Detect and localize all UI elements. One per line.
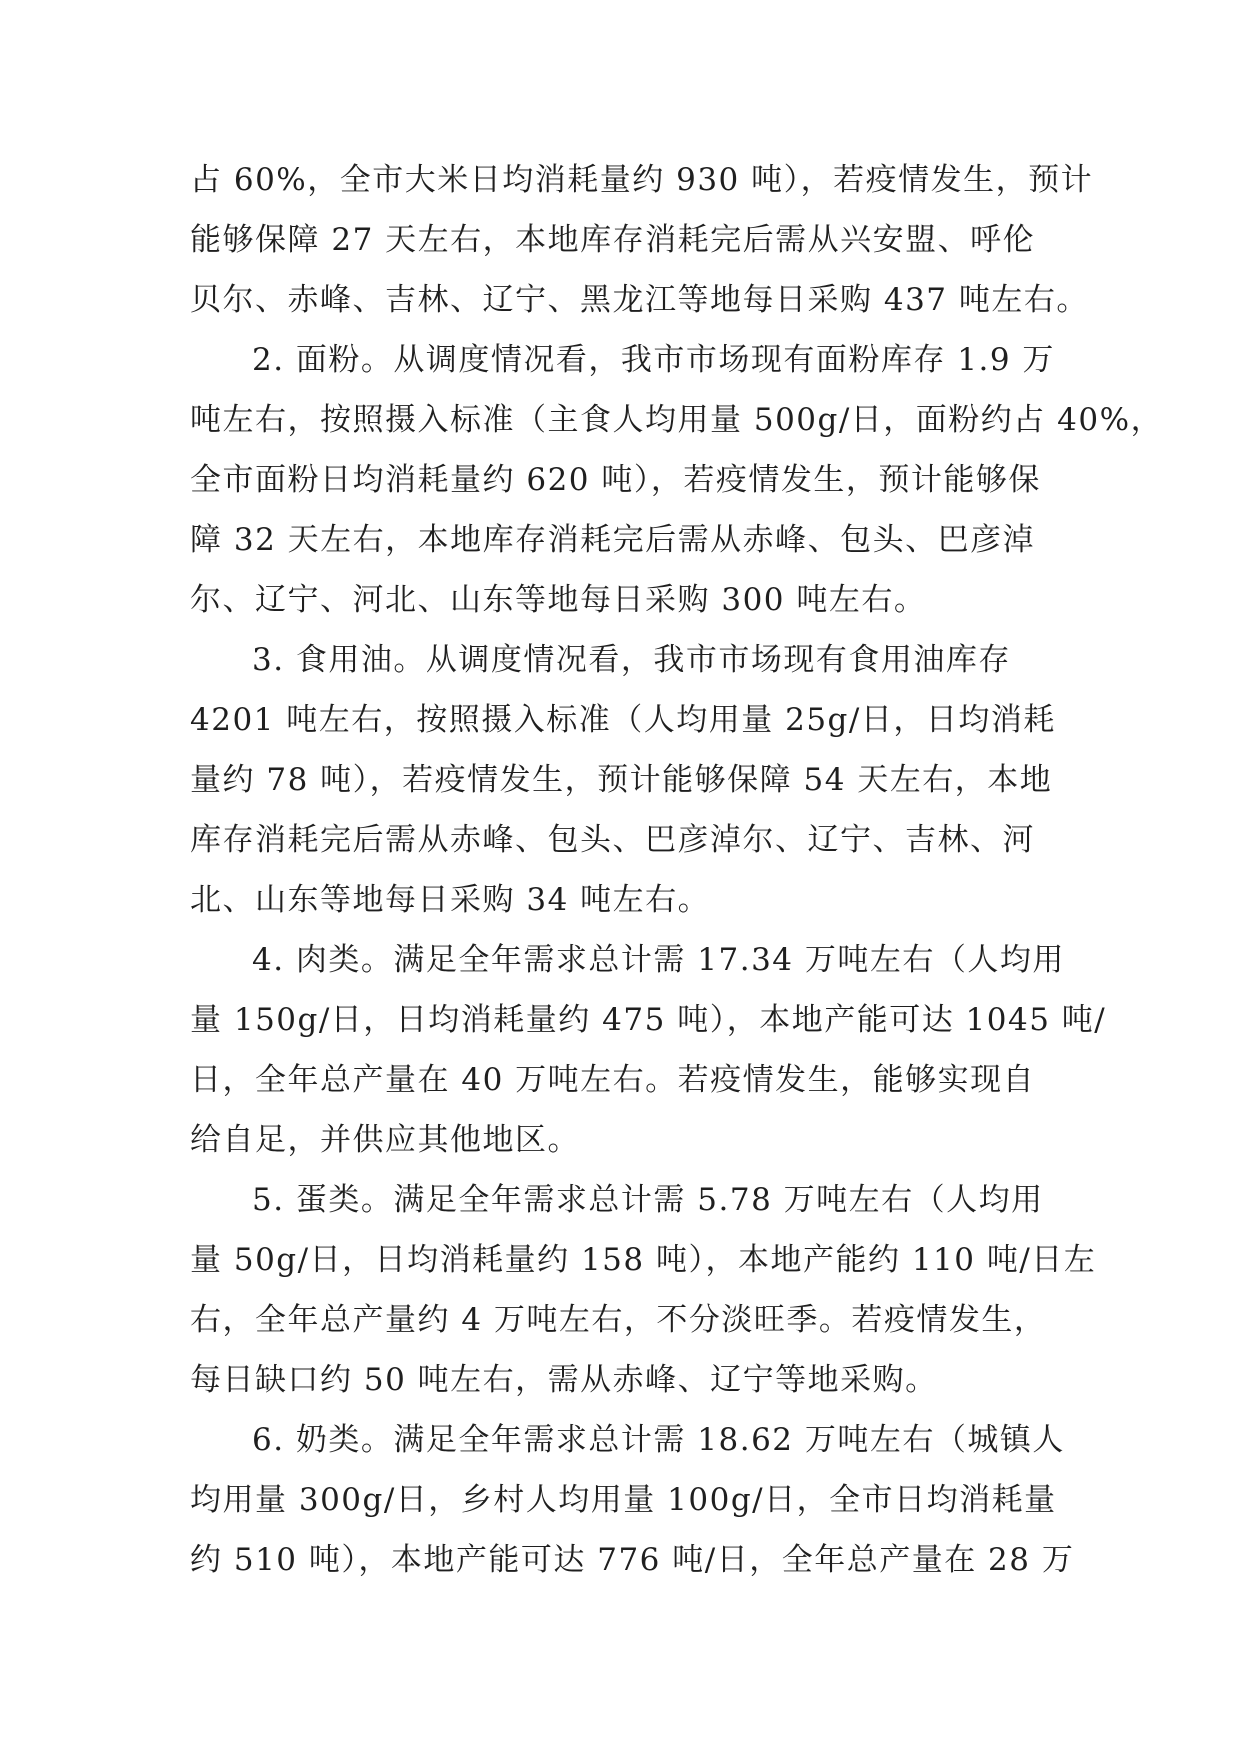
- text-line: 能够保障 27 天左右，本地库存消耗完后需从兴安盟、呼伦: [190, 222, 1036, 258]
- text-line: 全市面粉日均消耗量约 620 吨），若疫情发生，预计能够保: [190, 462, 1041, 498]
- body-text: [190, 150, 1164, 1590]
- text-line: 占 60%，全市大米日均消耗量约 930 吨），若疫情发生，预计: [190, 162, 1094, 198]
- text-line: 约 510 吨），本地产能可达 776 吨/日，全年总产量在 28 万: [190, 1542, 1075, 1578]
- text-line: 吨左右，按照摄入标准（主食人均用量 500g/日，面粉约占 40%，: [190, 402, 1164, 438]
- text-line: 量约 78 吨），若疫情发生，预计能够保障 54 天左右，本地: [190, 762, 1053, 798]
- text-line: 尔、辽宁、河北、山东等地每日采购 300 吨左右。: [190, 582, 927, 618]
- text-line: 均用量 300g/日，乡村人均用量 100g/日，全市日均消耗量: [190, 1482, 1057, 1518]
- text-line: 量 150g/日，日均消耗量约 475 吨），本地产能可达 1045 吨/: [190, 1002, 1107, 1038]
- paragraph-first-line: 6. 奶类。满足全年需求总计需 18.62 万吨左右（城镇人: [252, 1422, 1065, 1458]
- text-line: 右，全年总产量约 4 万吨左右，不分淡旺季。若疫情发生，: [190, 1302, 1047, 1338]
- text-line: 库存消耗完后需从赤峰、包头、巴彦淖尔、辽宁、吉林、河: [190, 822, 1035, 858]
- text-line: 障 32 天左右，本地库存消耗完后需从赤峰、包头、巴彦淖: [190, 522, 1036, 558]
- paragraph-first-line: 4. 肉类。满足全年需求总计需 17.34 万吨左右（人均用: [252, 942, 1065, 978]
- text-line: 4201 吨左右，按照摄入标准（人均用量 25g/日，日均消耗: [190, 702, 1056, 738]
- text-line: 每日缺口约 50 吨左右，需从赤峰、辽宁等地采购。: [190, 1362, 938, 1398]
- paragraph-first-line: 3. 食用油。从调度情况看，我市市场现有食用油库存: [252, 642, 1011, 678]
- text-line: 北、山东等地每日采购 34 吨左右。: [190, 882, 711, 918]
- paragraph-first-line: 5. 蛋类。满足全年需求总计需 5.78 万吨左右（人均用: [252, 1182, 1044, 1218]
- text-line: 日，全年总产量在 40 万吨左右。若疫情发生，能够实现自: [190, 1062, 1036, 1098]
- text-line: 量 50g/日，日均消耗量约 158 吨），本地产能约 110 吨/日左: [190, 1242, 1097, 1278]
- paragraph-first-line: 2. 面粉。从调度情况看，我市市场现有面粉库存 1.9 万: [252, 342, 1055, 378]
- text-line: 给自足，并供应其他地区。: [190, 1122, 580, 1158]
- text-line: 贝尔、赤峰、吉林、辽宁、黑龙江等地每日采购 437 吨左右。: [190, 282, 1089, 318]
